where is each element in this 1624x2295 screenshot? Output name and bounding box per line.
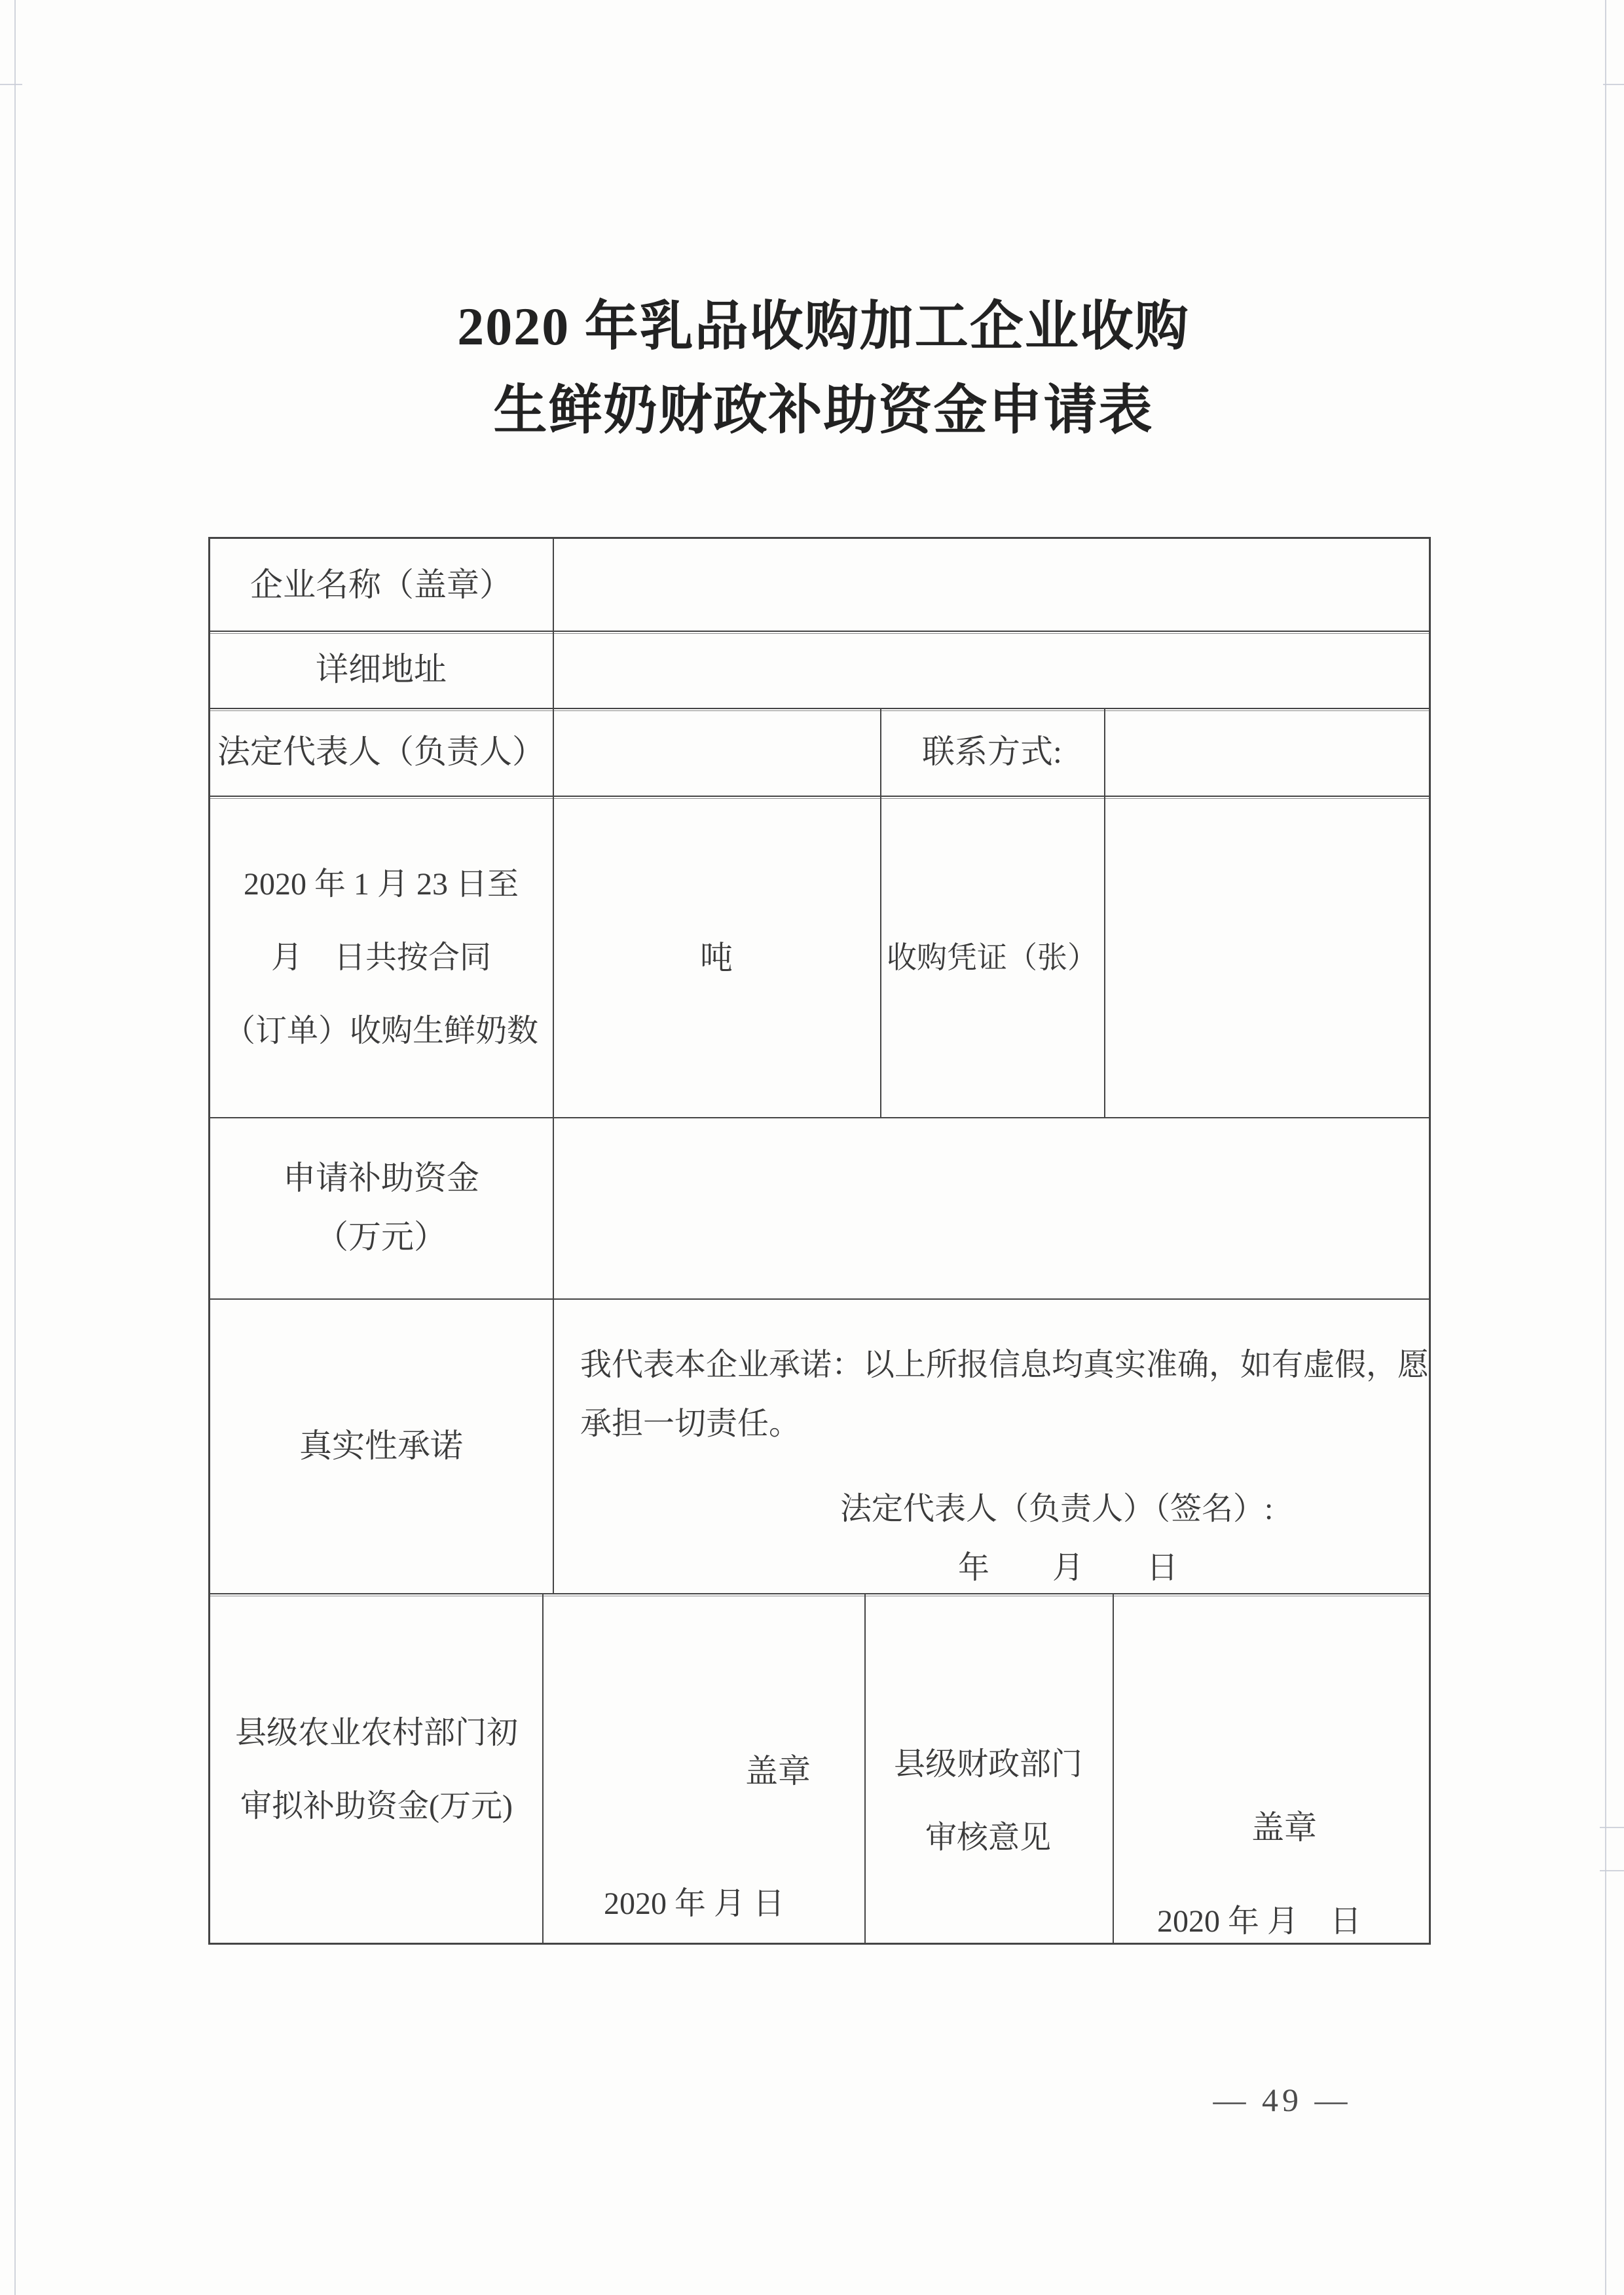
- county-finance-label-line-2: 审核意见: [925, 1820, 1052, 1855]
- county-agri-label-line-1: 县级农业农村部门初: [234, 1716, 519, 1750]
- authenticity-commitment-label: 真实性承诺: [299, 1427, 463, 1464]
- row-divider-5: [210, 1298, 1429, 1300]
- county-agri-seal-label: 盖章: [745, 1753, 811, 1790]
- contact-method-value-cell: [1104, 708, 1433, 796]
- legal-representative-label: 法定代表人（负责人）: [217, 733, 545, 770]
- subsidy-request-label-line-2: （万元）: [316, 1219, 447, 1255]
- scan-artifact-line-1: [1600, 1827, 1624, 1828]
- middle-column-divider-rows-3-4-a: [880, 708, 881, 1117]
- purchase-voucher-label: 收购凭证（张）: [887, 941, 1098, 974]
- purchase-voucher-value-cell: [1104, 796, 1433, 1117]
- purchase-period-label-line-3: （订单）收购生鲜奶数: [223, 1014, 539, 1048]
- commitment-text-line-2: 承担一切责任。: [580, 1406, 801, 1441]
- middle-column-divider-row-7-b: [1113, 1593, 1114, 1943]
- county-agri-label-line-2: 审拟补助资金(万元): [240, 1789, 513, 1824]
- subsidy-request-label-line-1: 申请补助资金: [283, 1160, 479, 1196]
- county-finance-seal-label: 盖章: [1251, 1809, 1317, 1846]
- address-value-cell: [553, 631, 1433, 708]
- scan-edge-line-right: [1605, 0, 1606, 2295]
- commitment-date-blank: 年 月 日: [958, 1551, 1179, 1585]
- document-title: [216, 285, 1431, 452]
- contact-method-label: 联系方式:: [922, 733, 1062, 770]
- page-number: — 49 —: [1213, 2082, 1352, 2118]
- county-finance-label-line-1: 县级财政部门: [893, 1747, 1083, 1782]
- scan-artifact-line-2: [1600, 1870, 1624, 1871]
- county-agri-date-label: 2020 年 月 日: [603, 1886, 785, 1921]
- purchase-period-label-line-2: 月 日共按合同: [270, 940, 492, 975]
- address-label: 详细地址: [316, 651, 447, 688]
- commitment-text-line-1: 我代表本企业承诺：以上所报信息均真实准确，如有虚假，愿: [580, 1348, 1430, 1382]
- label-column-divider-lower: [542, 1593, 544, 1943]
- county-finance-date-label: 2020 年 月 日: [1156, 1904, 1362, 1939]
- document-title-line-2: 生鲜奶财政补助资金申请表: [493, 380, 1154, 440]
- row-divider-6: [210, 1593, 1429, 1594]
- company-name-value-cell: [553, 539, 1433, 631]
- application-form-table: [208, 537, 1431, 1945]
- purchase-period-label-line-1: 2020 年 1 月 23 日至: [243, 867, 519, 902]
- scan-edge-tick-left: [0, 84, 22, 85]
- legal-representative-value-cell: [553, 708, 880, 796]
- unit-ton-label: 吨: [700, 940, 733, 976]
- scan-edge-tick-right: [1603, 84, 1624, 85]
- company-name-label: 企业名称（盖章）: [250, 566, 512, 603]
- middle-column-divider-row-7-a: [864, 1593, 866, 1943]
- commitment-signature-label: 法定代表人（负责人）（签名）:: [840, 1492, 1274, 1526]
- document-title-line-1: 2020 年乳品收购加工企业收购: [457, 297, 1190, 356]
- subsidy-request-value-cell: [553, 1117, 1433, 1298]
- scan-edge-line-left: [14, 0, 16, 2295]
